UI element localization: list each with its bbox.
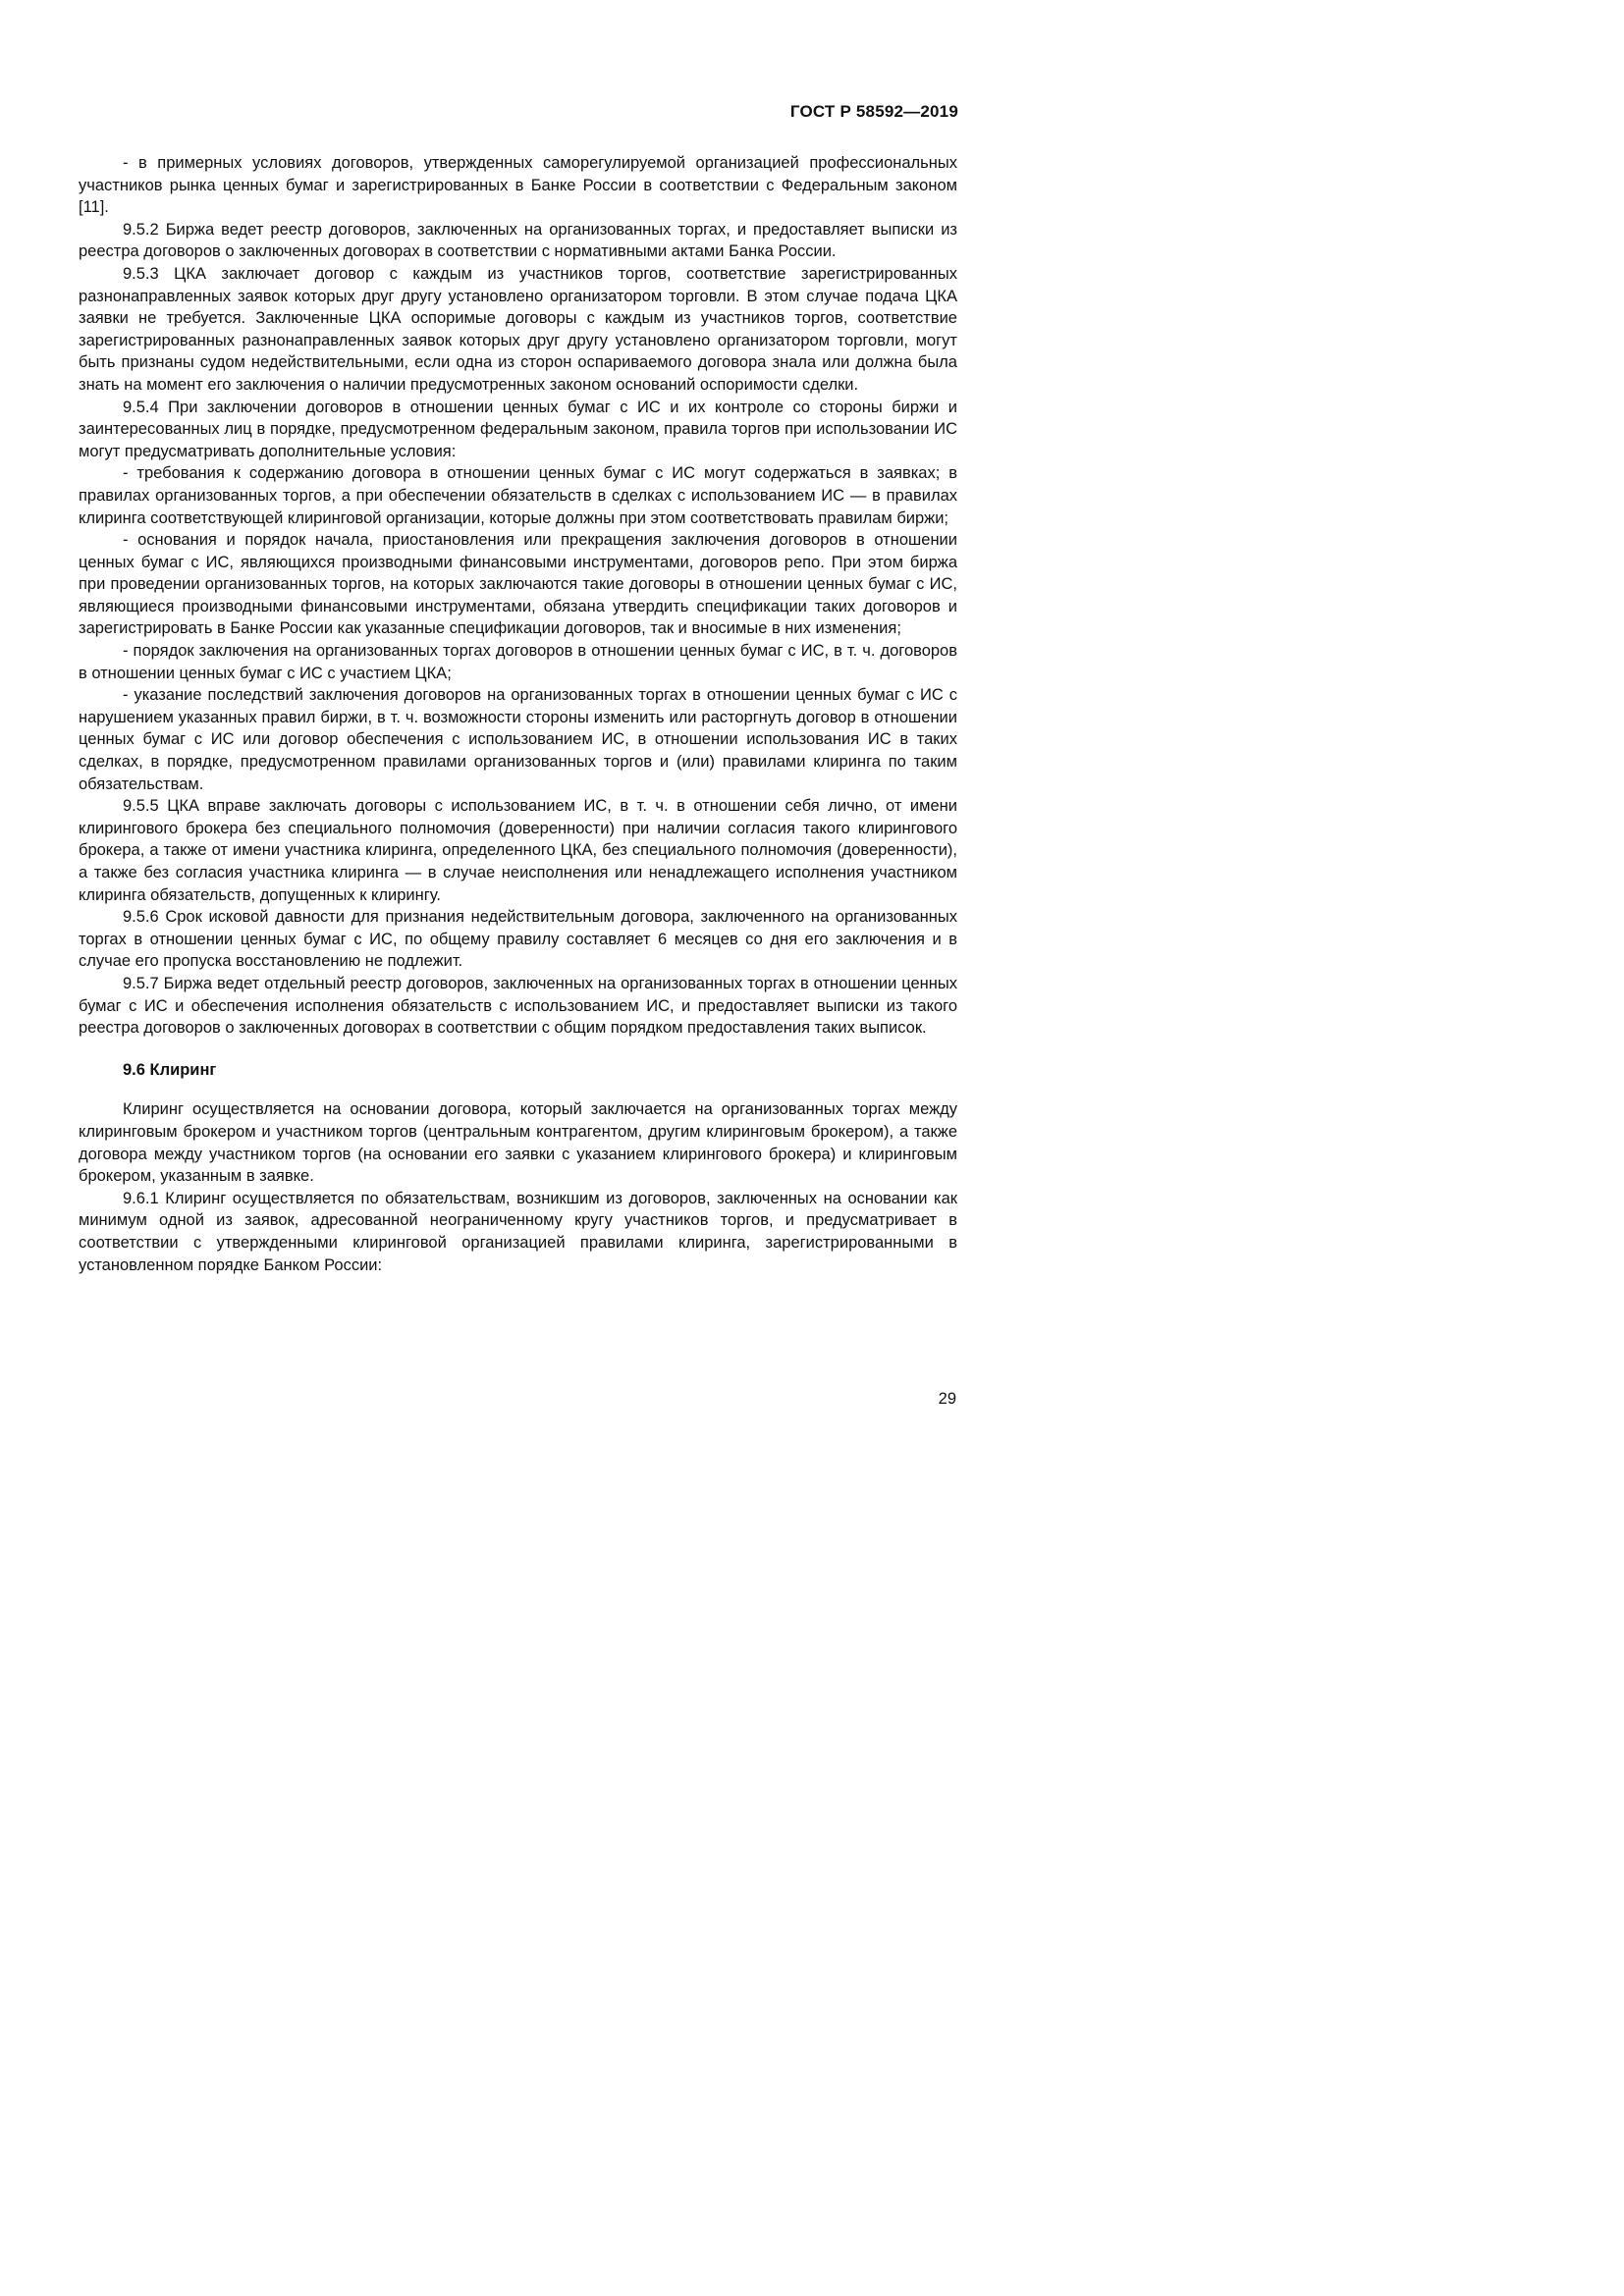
page-number: 29 (938, 1390, 956, 1408)
paragraph-9-5-4: 9.5.4 При заключении договоров в отношении ценных бумаг с ИС и их контроле со стороны биржи и заинтересованных лиц в порядке, предусмотренном федеральным законом, правила торгов при использовании ИС могут предусматривать дополнительные условия: (79, 398, 957, 460)
paragraph-clearing-intro: Клиринг осуществляется на основании договора, который заключается на организованных торгах между клиринговым брокером и участником торгов (центральным контрагентом, другим клиринговым брокером), а также договора между участником торгов (на основании его заявки с указанием клирингового брокера) и клиринговым брокером, указанным в заявке. (79, 1100, 957, 1186)
document-body (79, 152, 957, 1276)
paragraph-bullet-consequences: - указание последствий заключения договоров на организованных торгах в отношении ценных бумаг с ИС с нарушением указанных правил биржи, в т. ч. возможности стороны изменить или расторгнуть договор в отношении ценных бумаг с ИС или договор обеспечения с использованием ИС, в отношении использования ИС в таких сделках, в порядке, предусмотренном правилами организованных торгов и (или) правилами клиринга по таким обязательствам. (79, 686, 957, 793)
paragraph-bullet-contract-requirements: - требования к содержанию договора в отношении ценных бумаг с ИС могут содержаться в заявках; в правилах организованных торгов, а при обеспечении обязательств в сделках с использованием ИС — в правилах клиринга соответствующей клиринговой организации, которые должны при этом соответствовать правилам биржи; (79, 464, 957, 527)
paragraph-9-6-1: 9.6.1 Клиринг осуществляется по обязательствам, возникшим из договоров, заключенных на основании как минимум одной из заявок, адресованной неограниченному кругу участников торгов, и предусматривает в соответствии с утвержденными клиринговой организацией правилами клиринга, зарегистрированными в установленном порядке Банком России: (79, 1189, 957, 1274)
paragraph-9-5-6: 9.5.6 Срок исковой давности для признания недействительным договора, заключенного на организованных торгах в отношении ценных бумаг с ИС, по общему правилу составляет 6 месяцев со дня его заключения и в случае его пропуска восстановлению не подлежит. (79, 908, 957, 971)
paragraph-9-5-7: 9.5.7 Биржа ведет отдельный реестр договоров, заключенных на организованных торгах в отношении ценных бумаг с ИС и обеспечения исполнения обязательств с использованием ИС, и предоставляет выписки из такого реестра договоров о заключенных договорах в соответствии с общим порядком предоставления таких выписок. (79, 974, 957, 1038)
paragraph-9-5-2: 9.5.2 Биржа ведет реестр договоров, заключенных на организованных торгах, и предоставляет выписки из реестра договоров о заключенных договорах в соответствии с нормативными актами Банка России. (79, 220, 957, 261)
paragraph-bullet-conclusion-procedure: - порядок заключения на организованных торгах договоров в отношении ценных бумаг с ИС, в т. ч. договоров в отношении ценных бумаг с ИС с участием ЦКА; (79, 642, 957, 682)
paragraph-bullet-model-terms: - в примерных условиях договоров, утвержденных саморегулируемой организацией профессиональных участников рынка ценных бумаг и зарегистрированных в Банке России в соответствии с Федеральным законом [11]. (79, 154, 957, 217)
paragraph-9-5-3: 9.5.3 ЦКА заключает договор с каждым из участников торгов, соответствие зарегистрированных разнонаправленных заявок которых друг другу установлено организатором торговли. В этом случае подача ЦКА заявки не требуется. Заключенные ЦКА оспоримые договоры с каждым из участников торгов, соответствие зарегистрированных разнонаправленных заявок которых друг другу установлено организатором торговли, могут быть признаны судом недействительными, если одна из сторон оспариваемого договора знала или должна была знать на момент его заключения о наличии предусмотренных законом оснований оспоримости сделки. (79, 264, 957, 394)
paragraph-bullet-grounds-and-procedure: - основания и порядок начала, приостановления или прекращения заключения договоров в отношении ценных бумаг с ИС, являющихся производными финансовыми инструментами, договоров репо. При этом биржа при проведении организованных торгов, на которых заключаются такие договоры в отношении ценных бумаг с ИС, являющиеся производными финансовыми инструментами, обязана утвердить спецификации таких договоров и зарегистрировать в Банке России как указанные спецификации договоров, так и вносимые в них изменения; (79, 531, 957, 638)
paragraph-9-5-5: 9.5.5 ЦКА вправе заключать договоры с использованием ИС, в т. ч. в отношении себя лично, от имени клирингового брокера без специального полномочия (доверенности) при наличии согласия такого клирингового брокера, а также от имени участника клиринга, определенного ЦКА, без специального полномочия (доверенности), а также без согласия участника клиринга — в случае неисполнения или ненадлежащего исполнения участником клиринга обязательств, допущенных к клирингу. (79, 797, 957, 904)
section-heading-clearing: 9.6 Клиринг (123, 1060, 217, 1079)
document-standard-id: ГОСТ Р 58592—2019 (789, 102, 958, 121)
